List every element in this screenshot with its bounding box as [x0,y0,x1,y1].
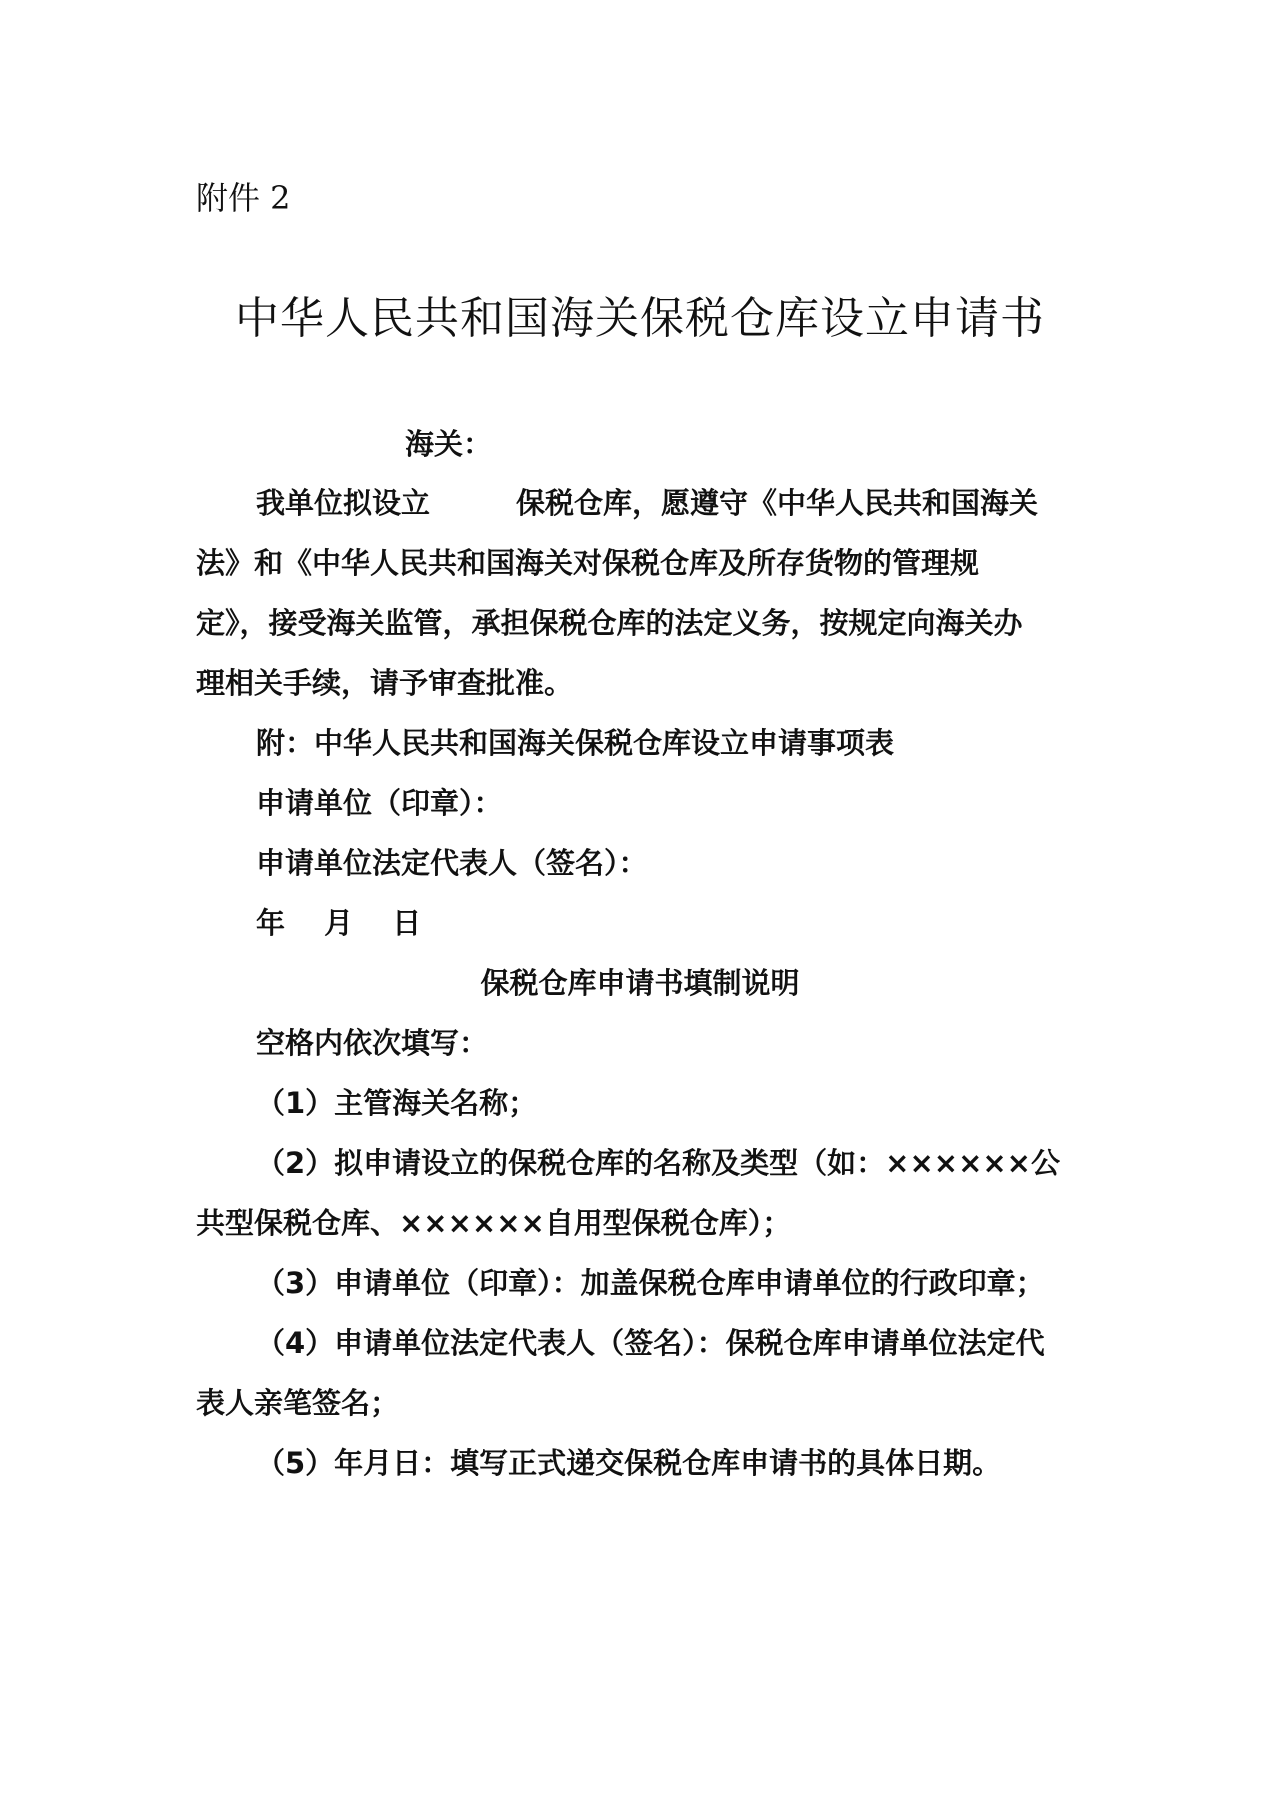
representative-signature-line: 申请单位法定代表人（签名）： [256,846,648,880]
attachment-label: 附件 2 [196,179,291,217]
date-line: 年 月 日 [256,906,422,940]
body-line-3: 定》，接受海关监管，承担保税仓库的法定义务，按规定向海关办 [196,606,1023,640]
instruction-item-2a: （2）拟申请设立的保税仓库的名称及类型（如：××××××公 [256,1146,1060,1180]
instruction-item-3: （3）申请单位（印章）：加盖保税仓库申请单位的行政印章； [256,1266,1045,1300]
instruction-item-2b: 共型保税仓库、××××××自用型保税仓库）； [196,1206,792,1240]
appendix-line: 附：中华人民共和国海关保税仓库设立申请事项表 [256,726,895,760]
instructions-intro: 空格内依次填写： [256,1026,489,1060]
body-line-4: 理相关手续，请予审查批准。 [196,666,574,700]
page-title: 中华人民共和国海关保税仓库设立申请书 [235,293,1045,344]
instruction-item-4b: 表人亲笔签名； [196,1386,400,1420]
instruction-item-4a: （4）申请单位法定代表人（签名）：保税仓库申请单位法定代 [256,1326,1045,1360]
instruction-item-1: （1）主管海关名称； [256,1086,538,1120]
instructions-heading: 保税仓库申请书填制说明 [480,966,800,1000]
applicant-seal-line: 申请单位（印章）： [256,786,503,820]
body-line-1a: 我单位拟设立 [256,486,431,520]
addressee: 海关： [405,427,493,461]
body-line-1b: 保税仓库，愿遵守《中华人民共和国海关 [516,486,1039,520]
body-line-2: 法》和《中华人民共和国海关对保税仓库及所存货物的管理规 [196,546,980,580]
instruction-item-5: （5）年月日：填写正式递交保税仓库申请书的具体日期。 [256,1446,1002,1480]
